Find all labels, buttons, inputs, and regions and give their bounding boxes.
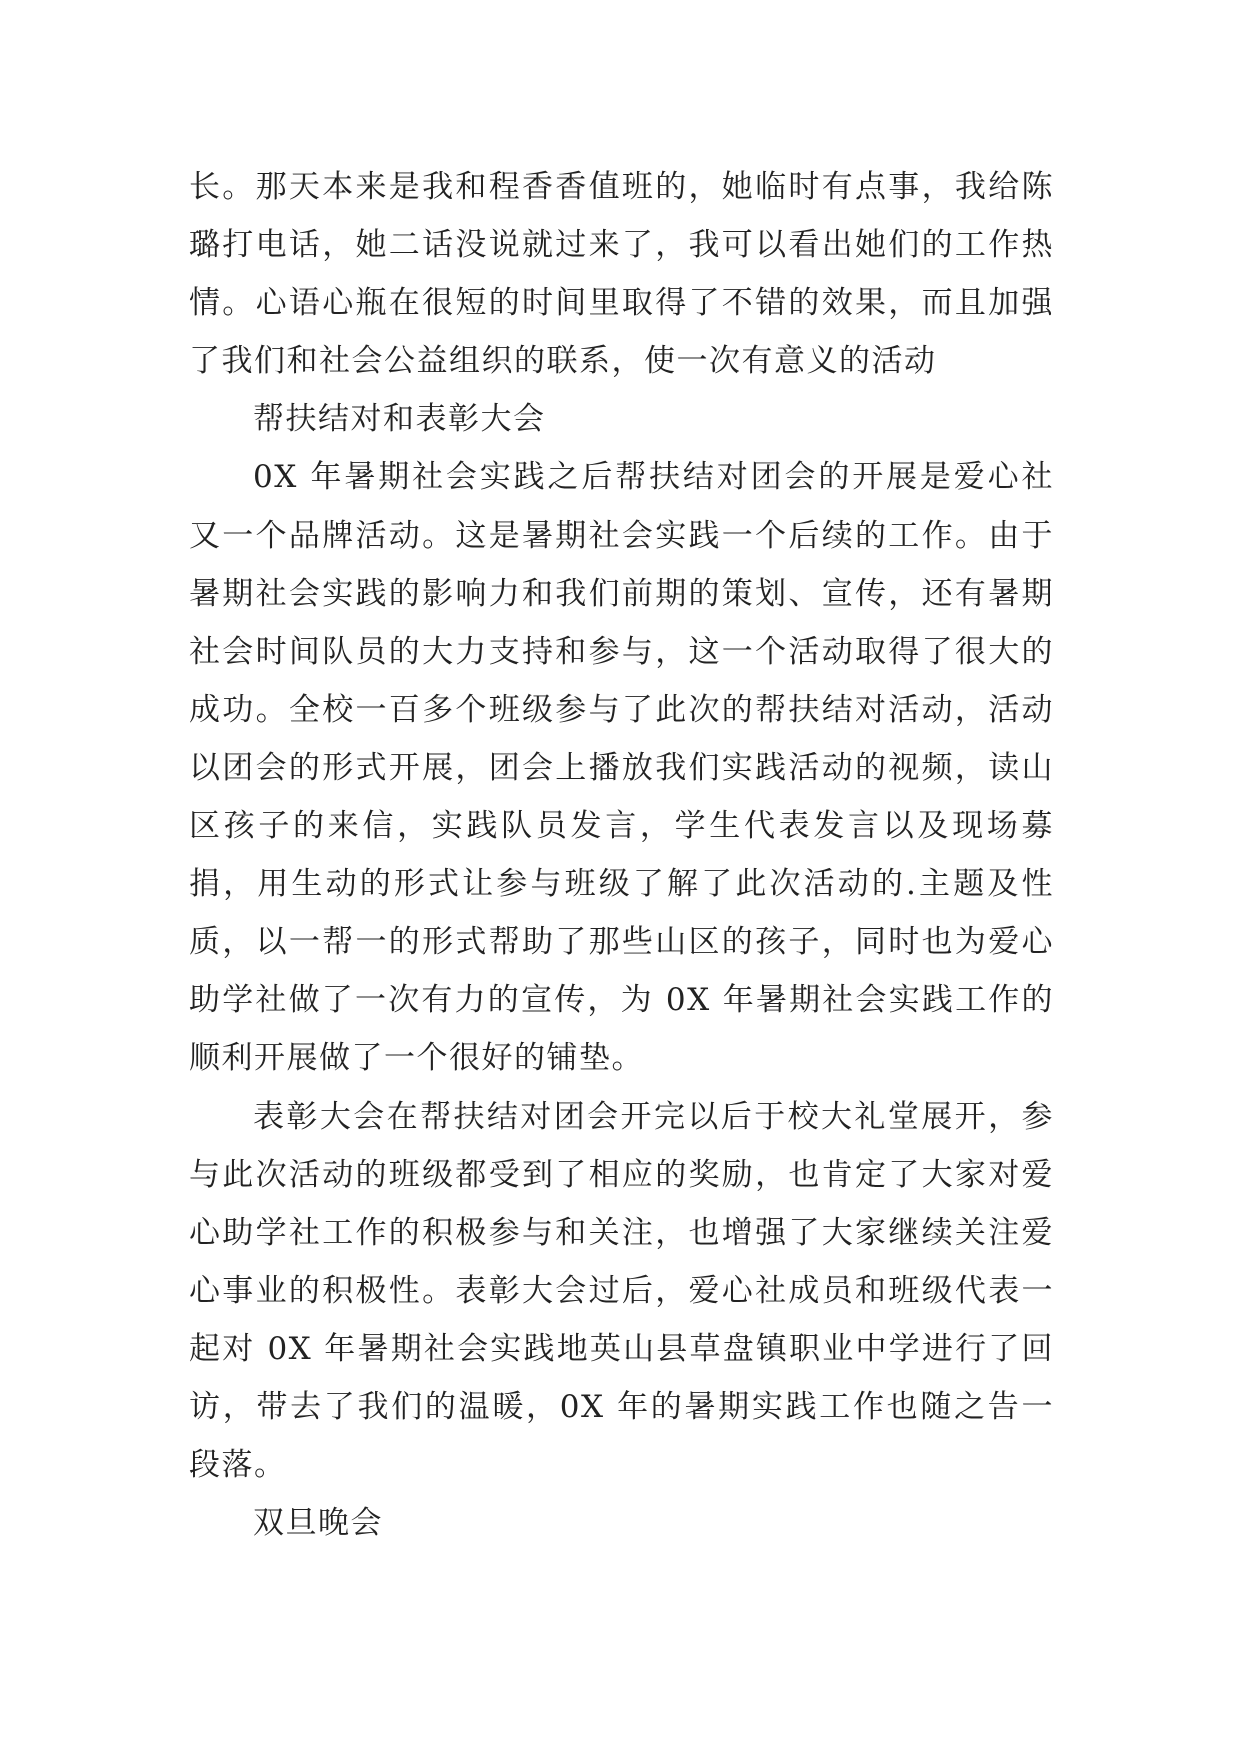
paragraph-continuation: 长。那天本来是我和程香香值班的，她临时有点事，我给陈璐打电话，她二话没说就过来了，我可以看出她们的工作热情。心语心瓶在很短的时间里取得了不错的效果，而且加强了我们和社会公益组织的联系，使一次有意义的活动 <box>189 169 1054 380</box>
paragraph-commendation-meeting: 表彰大会在帮扶结对团会开完以后于校大礼堂展开，参与此次活动的班级都受到了相应的奖励，也肯定了大家对爱心助学社工作的积极参与和关注，也增强了大家继续关注爱心事业的积极性。表彰大会过后，爱心社成员和班级代表一起对 0X 年暑期社会实践地英山县草盘镇职业中学进行了回访，带去了我们的温暖，0X 年的暑期实践工作也随之告一段落。 <box>189 1098 1054 1484</box>
document-body <box>189 158 1054 1552</box>
paragraph-pairing-meeting: 0X 年暑期社会实践之后帮扶结对团会的开展是爱心社又一个品牌活动。这是暑期社会实践一个后续的工作。由于暑期社会实践的影响力和我们前期的策划、宣传，还有暑期社会时间队员的大力支持和参与，这一个活动取得了很大的成功。全校一百多个班级参与了此次的帮扶结对活动，活动以团会的形式开展，团会上播放我们实践活动的视频，读山区孩子的来信，实践队员发言，学生代表发言以及现场募捐，用生动的形式让参与班级了解了此次活动的.主题及性质，以一帮一的形式帮助了那些山区的孩子，同时也为爱心助学社做了一次有力的宣传，为 0X 年暑期社会实践工作的顺利开展做了一个很好的铺垫。 <box>189 459 1054 1077</box>
section-heading-new-year-party: 双旦晚会 <box>253 1505 383 1542</box>
section-heading-pairing-and-commendation: 帮扶结对和表彰大会 <box>253 401 546 438</box>
